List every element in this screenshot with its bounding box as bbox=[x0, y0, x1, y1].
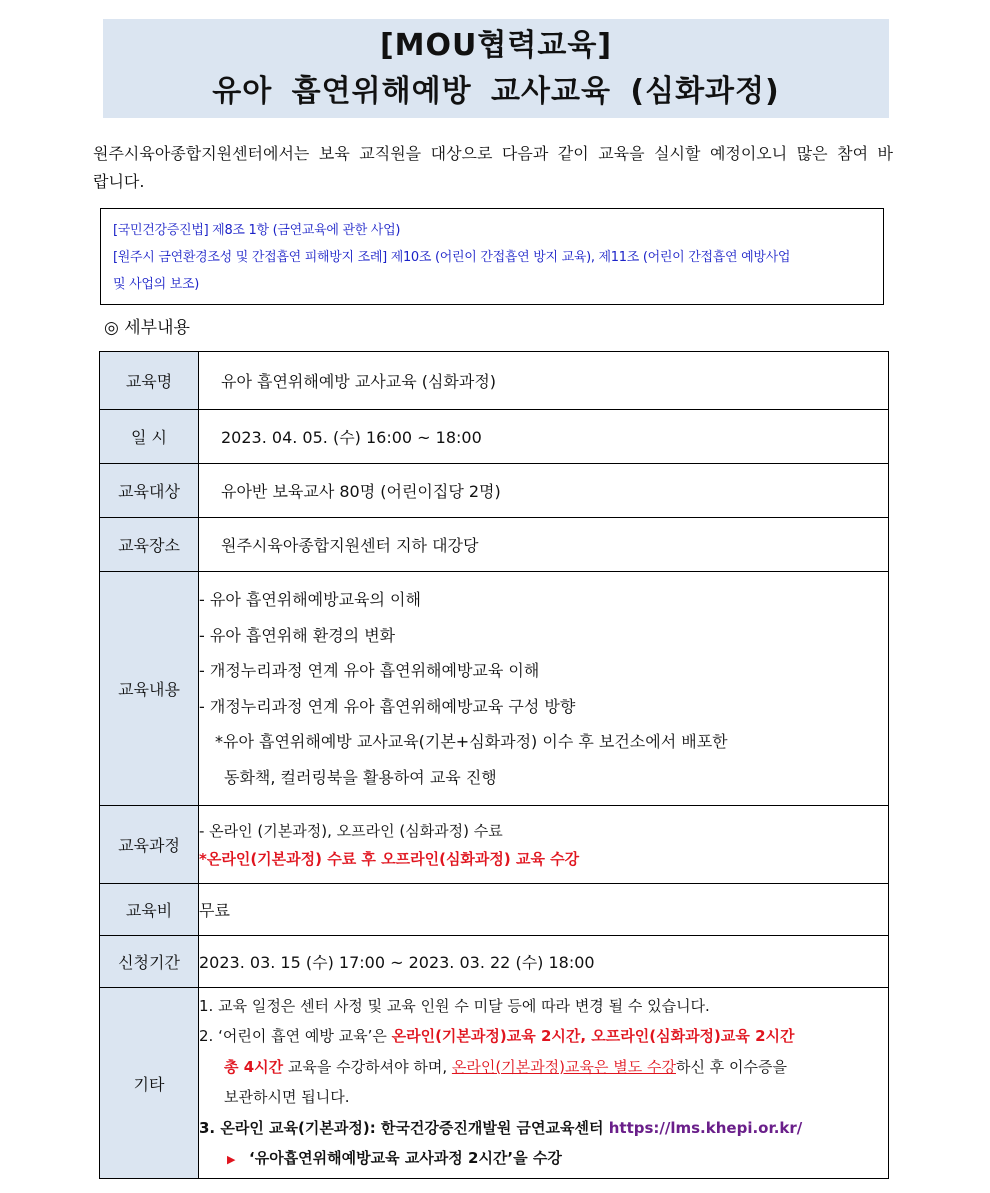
etc-item-4-text: ‘유아흡연위해예방교육 교사과정 2시간’을 수강 bbox=[249, 1149, 562, 1167]
law-reference-box bbox=[100, 208, 884, 305]
row-label: 교육비 bbox=[100, 884, 199, 936]
row-label: 교육내용 bbox=[100, 572, 199, 806]
course-name-value: 유아 흡연위해예방 교사교육 (심화과정) bbox=[199, 352, 889, 410]
etc-item-2 bbox=[199, 1021, 888, 1052]
etc-item-1: 1. 교육 일정은 센터 사정 및 교육 인원 수 미달 등에 따라 변경 될 수 있습니다. bbox=[199, 996, 710, 1015]
date-value: 2023. 04. 05. (수) 16:00 ~ 18:00 bbox=[199, 410, 889, 464]
etc-separate-notice: 온라인(기본과정)교육은 별도 수강 bbox=[451, 1057, 676, 1076]
etc-item-2-end: 보관하시면 됩니다. bbox=[224, 1088, 350, 1106]
etc-total-hours: 총 4시간 bbox=[224, 1057, 284, 1076]
etc-item-3 bbox=[199, 1113, 888, 1144]
etc-item-2-text: 교육을 수강하셔야 하며, bbox=[283, 1057, 452, 1076]
table-row bbox=[100, 884, 889, 936]
course-line-2: *온라인(기본과정) 수료 후 오프라인(심화과정) 교육 수강 bbox=[199, 849, 580, 868]
intro-paragraph: 원주시육아종합지원센터에서는 보육 교직원을 대상으로 다음과 같이 교육을 실시할 예정이오니 많은 참여 바랍니다. bbox=[93, 144, 893, 191]
list-item: - 개정누리과정 연계 유아 흡연위해예방교육 이해 bbox=[199, 661, 540, 680]
row-label: 기타 bbox=[100, 988, 199, 1179]
etc-item-2-text: 2. ‘어린이 흡연 예방 교육’은 bbox=[199, 1027, 392, 1045]
row-label: 신청기간 bbox=[100, 936, 199, 988]
etc-item-2-highlight: 온라인(기본과정)교육 2시간, 오프라인(심화과정)교육 2시간 bbox=[391, 1027, 795, 1045]
row-label: 교육명 bbox=[100, 352, 199, 410]
content-list bbox=[199, 572, 889, 806]
list-item: - 유아 흡연위해 환경의 변화 bbox=[199, 625, 396, 645]
etc-notes bbox=[199, 988, 889, 1179]
target-value: 유아반 보육교사 80명 (어린이집당 2명) bbox=[199, 464, 889, 518]
etc-item-2-text: 하신 후 이수증을 bbox=[676, 1057, 787, 1076]
list-item: - 유아 흡연위해예방교육의 이해 bbox=[199, 590, 421, 609]
law-line-3: 및 사업의 보조) bbox=[113, 277, 199, 292]
details-table bbox=[99, 351, 889, 1179]
apply-period-value: 2023. 03. 15 (수) 17:00 ~ 2023. 03. 22 (수) 18:00 bbox=[199, 936, 889, 988]
etc-item-2-cont bbox=[199, 1052, 888, 1083]
table-row bbox=[100, 410, 889, 464]
content-note-2: 동화책, 컬러링북을 활용하여 교육 진행 bbox=[224, 767, 497, 787]
table-row bbox=[100, 572, 889, 806]
row-label: 교육장소 bbox=[100, 518, 199, 572]
row-label: 교육대상 bbox=[100, 464, 199, 518]
education-center-link[interactable]: https://lms.khepi.or.kr/ bbox=[608, 1118, 803, 1137]
title-banner bbox=[103, 19, 889, 118]
table-row bbox=[100, 806, 889, 884]
table-row bbox=[100, 352, 889, 410]
etc-item-4 bbox=[199, 1143, 888, 1176]
row-label: 교육과정 bbox=[100, 806, 199, 884]
table-row bbox=[100, 988, 889, 1179]
etc-item-3-text: 3. 온라인 교육(기본과정): 한국건강증진개발원 금연교육센터 bbox=[199, 1118, 609, 1137]
law-line-1: [국민건강증진법] 제8조 1항 (금연교육에 관한 사업) bbox=[113, 223, 401, 238]
fee-value: 무료 bbox=[199, 884, 889, 936]
table-row bbox=[100, 936, 889, 988]
row-label: 일 시 bbox=[100, 410, 199, 464]
place-value: 원주시육아종합지원센터 지하 대강당 bbox=[199, 518, 889, 572]
title-line-1: [MOU협력교육] bbox=[379, 28, 613, 63]
title-line-2: 유아 흡연위해예방 교사교육 (심화과정) bbox=[212, 74, 780, 109]
content-note-1: *유아 흡연위해예방 교사교육(기본+심화과정) 이수 후 보건소에서 배포한 bbox=[215, 732, 728, 751]
arrow-right-icon: ▶ bbox=[227, 1153, 236, 1166]
course-info bbox=[199, 806, 889, 884]
list-item: - 개정누리과정 연계 유아 흡연위해예방교육 구성 방향 bbox=[199, 696, 576, 716]
course-line-1: - 온라인 (기본과정), 오프라인 (심화과정) 수료 bbox=[199, 821, 503, 840]
table-row bbox=[100, 518, 889, 572]
table-row bbox=[100, 464, 889, 518]
section-title: ◎ 세부내용 bbox=[104, 318, 190, 338]
law-line-2: [원주시 금연환경조성 및 간접흡연 피해방지 조례] 제10조 (어린이 간접흡연 방지 교육), 제11조 (어린이 간접흡연 예방사업 bbox=[113, 250, 791, 265]
